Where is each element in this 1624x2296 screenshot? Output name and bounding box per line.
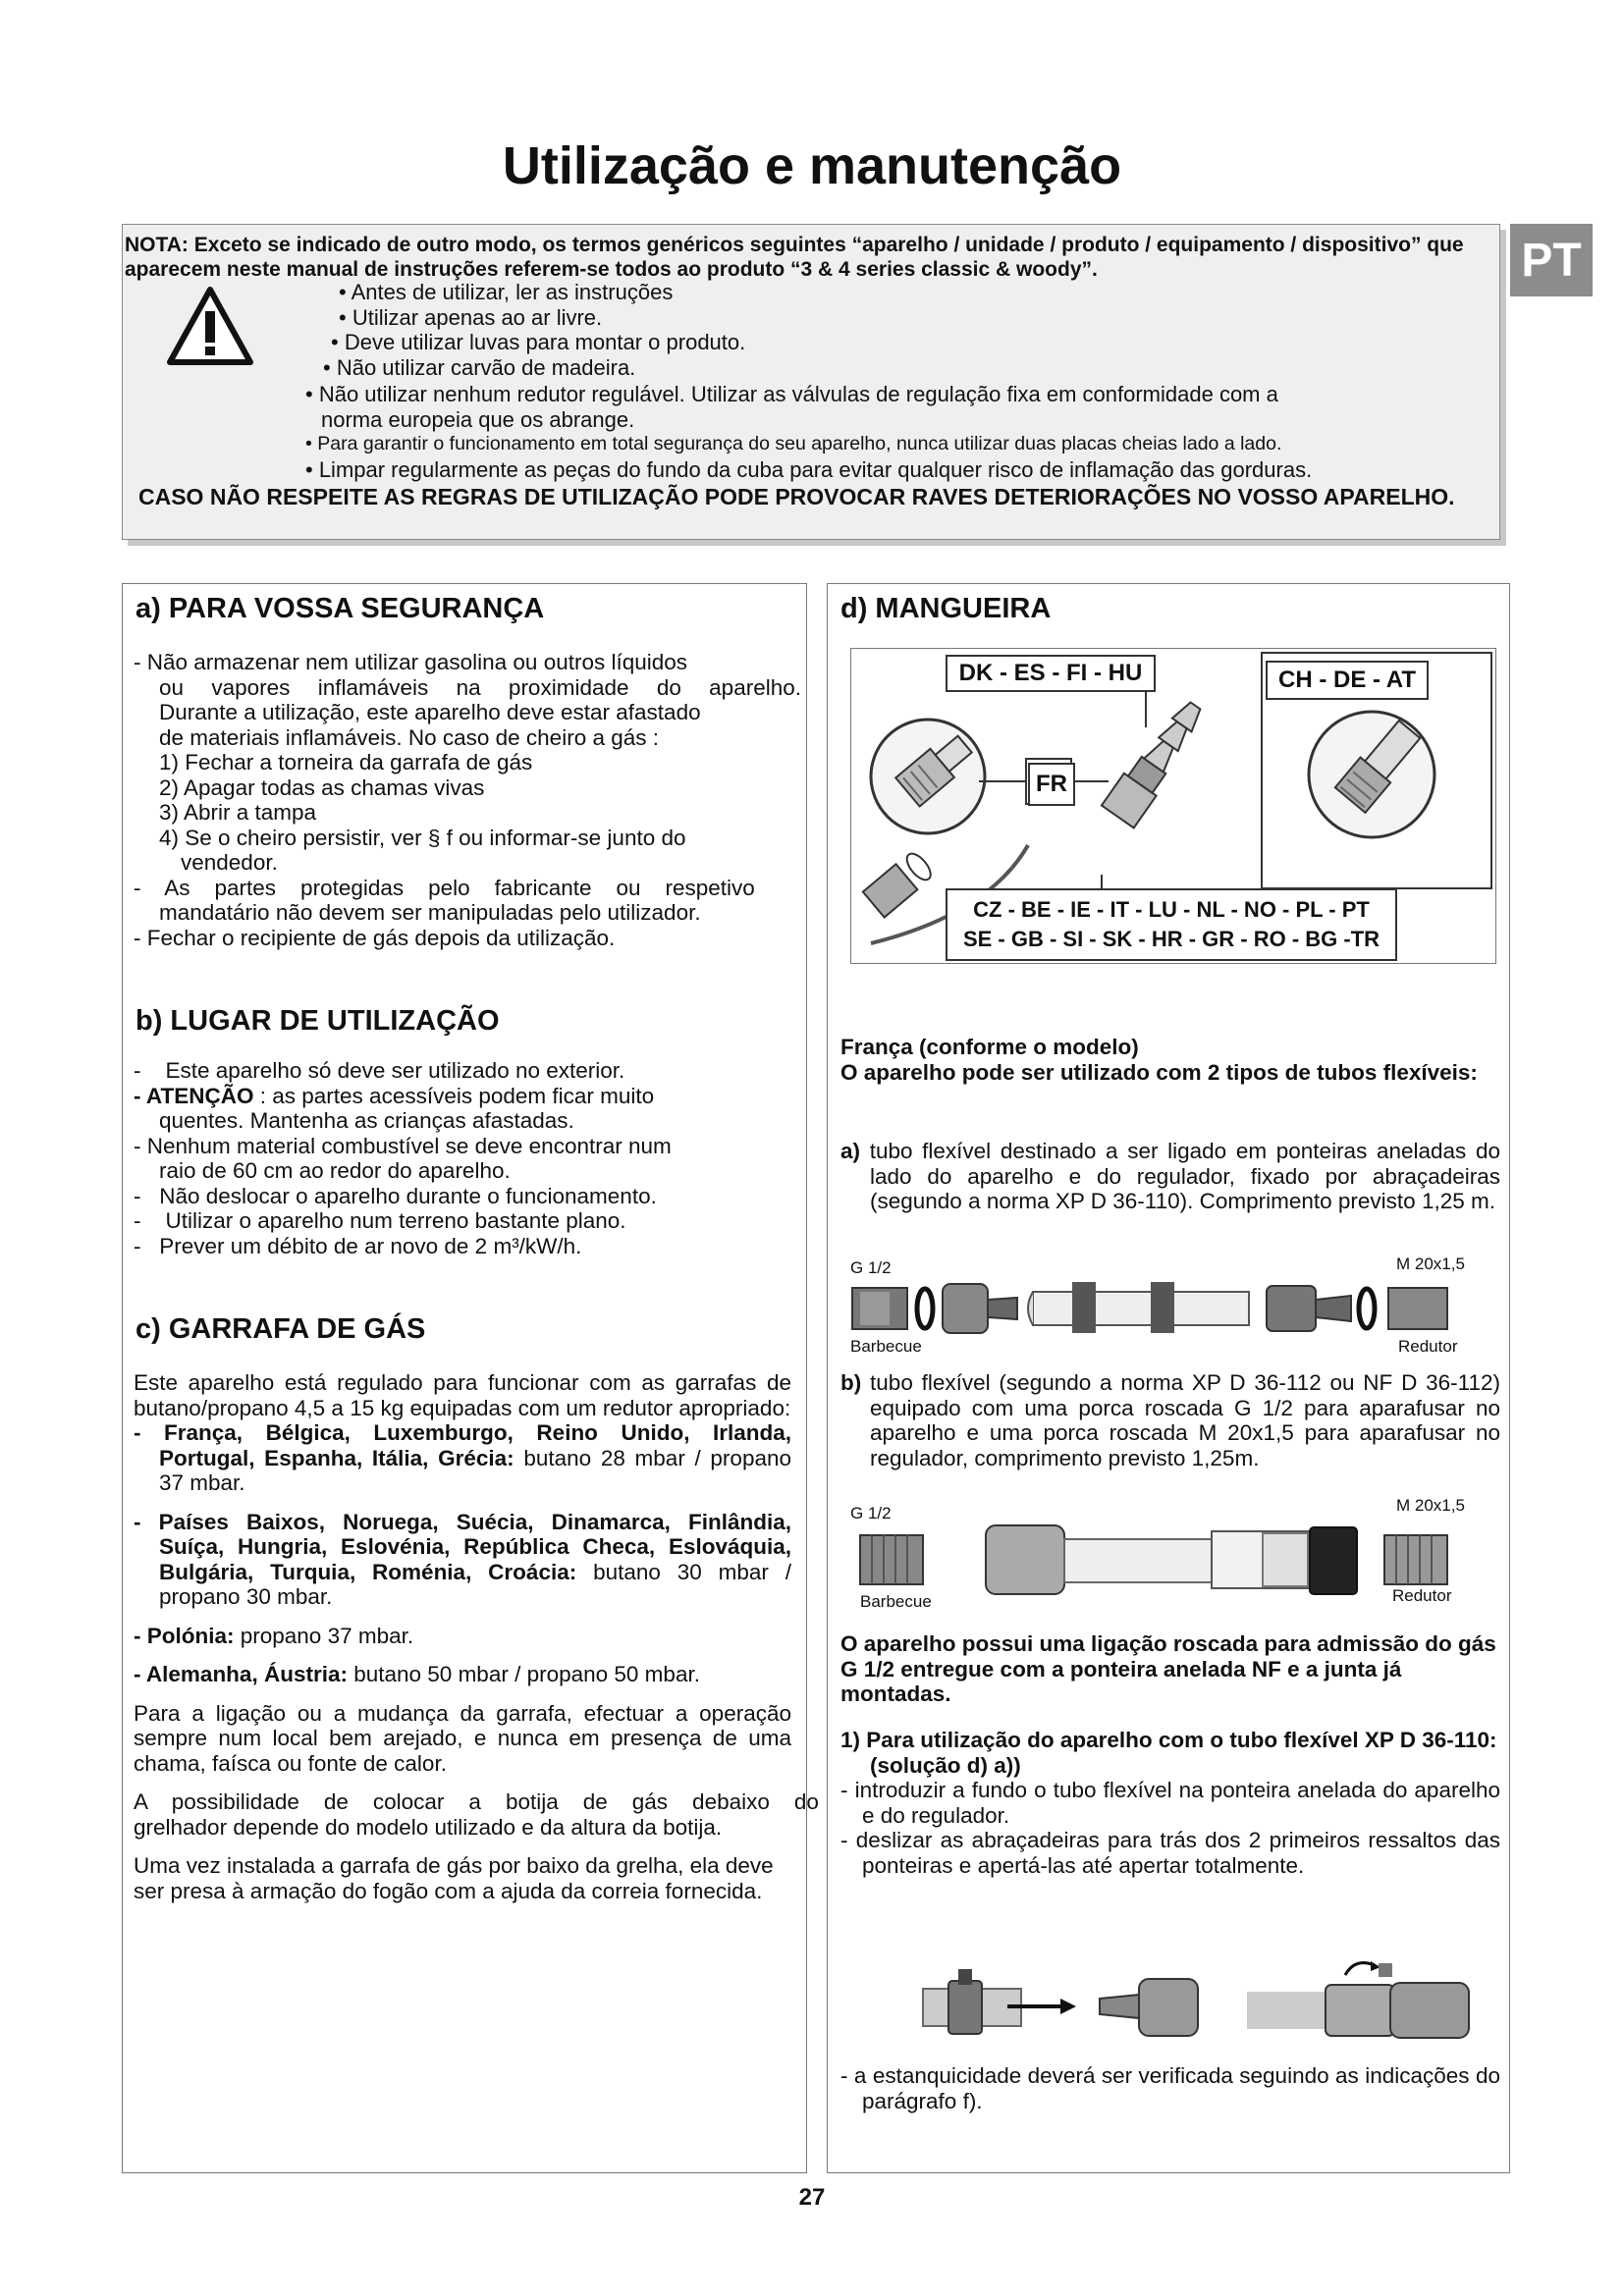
section-c-country-group [134,1624,791,1649]
section-c-heading: c) GARRAFA DE GÁS [135,1313,426,1345]
section-c-country-group [134,1662,791,1687]
notice-bullet: • Para garantir o funcionamento em total segurança do seu aparelho, nunca utilizar duas placas cheias lado a lado. [305,433,1282,454]
hose-b-barbecue-label: Barbecue [860,1592,932,1611]
page-title: Utilização e manutenção [502,136,1122,195]
notice-bullet: • Não utilizar nenhum redutor regulável. Utilizar as válvulas de regulação fixa em conformidade com a [305,382,1278,406]
step1-final: - a estanquicidade deverá ser verificada seguindo as indicações do parágrafo f). [840,2063,1500,2113]
section-c-intro: Este aparelho está regulado para funcionar com as garrafas de butano/propano 4,5 a 15 kg equipadas com um redutor apropriado: [134,1370,791,1420]
label-cz-group [946,888,1397,961]
notice-footer: CASO NÃO RESPEITE AS REGRAS DE UTILIZAÇÃO PODE PROVOCAR RAVES DETERIORAÇÕES NO VOSSO APARELHO. [138,484,1455,509]
section-c-country-group [134,1510,791,1610]
section-a-step: 4) Se o cheiro persistir, ver § f ou informar-se junto do [159,825,686,850]
page-number: 27 [798,2184,826,2211]
section-c-para: Para a ligação ou a mudança da garrafa, efectuar a operação sempre num local bem arejado, e nunca em presença de uma chama, faísca ou fonte de calor. [134,1700,791,1776]
hose-type-a-desc: tubo flexível destinado a ser ligado em ponteiras aneladas do lado do aparelho e do regulador, fixado por abraçadeiras (segundo a norma XP D 36-110). Comprimento previsto 1,25 m. [869,1139,1500,1213]
country-list: - Polónia: [134,1623,235,1648]
notice-bullets-indented [305,382,1484,482]
section-a-line: de materiais inflamáveis. No caso de cheiro a gás : [159,724,659,750]
france-subtitle: O aparelho pode ser utilizado com 2 tipos de tubos flexíveis: [840,1059,1478,1085]
step1-line: - introduzir a fundo o tubo flexível na ponteira anelada do aparelho e do regulador. [840,1778,1500,1828]
section-c-country-group [134,1420,791,1496]
hose-countries-diagram [850,648,1496,964]
notice-bullet: • Limpar regularmente as peças do fundo da cuba para evitar qualquer risco de inflamação das gorduras. [305,456,1313,482]
notice-bullet: • Não utilizar carvão de madeira. [323,354,636,380]
notice-bullet: • Utilizar apenas ao ar livre. [339,304,603,330]
section-a-para: - Fechar o recipiente de gás depois da utilização. [134,925,616,950]
section-a-line: ou vapores inflamáveis na proximidade do aparelho. [159,674,801,700]
notice-box [122,224,1500,540]
hose-a-g12-label: G 1/2 [850,1258,892,1277]
section-a-heading: a) PARA VOSSA SEGURANÇA [135,593,545,624]
section-a-para: - As partes protegidas pelo fabricante ou respetivo [134,875,755,900]
section-b-line: - Utilizar o aparelho num terreno bastante plano. [134,1208,626,1233]
connection-note: O aparelho possui uma ligação roscada para admissão do gás G 1/2 entregue com a ponteira anelada NF e a junta já montadas. [840,1631,1496,1706]
pressure-values: propano 37 mbar. [234,1623,414,1648]
hose-type-a [840,1139,1500,1214]
notice-bullet: • Deve utilizar luvas para montar o produto. [331,330,746,354]
section-b-line: - Este aparelho só deve ser utilizado no exterior. [134,1058,625,1083]
pressure-values: butano 28 mbar / propano 37 mbar. [159,1445,791,1495]
label-cz-line: SE - GB - SI - SK - HR - GR - RO - BG -TR [962,927,1380,951]
notice-bullet: norma europeia que os abrange. [321,406,635,432]
country-list: - Países Baixos, Noruega, Suécia, Dinamarca, Finlândia, Suíça, Hungria, Eslovénia, República Checa, Eslováquia, Bulgária, Turquia, Roménia, Croácia: [134,1509,791,1584]
notice-heading: NOTA: Exceto se indicado de outro modo, os termos genéricos seguintes “aparelho / unidade / produto / equipamento / dispositivo” que aparecem neste manual de instruções referem-se todos ao produto “3 & 4 series classic & woody”. [125,234,1464,281]
hose-a-m20-label: M 20x1,5 [1396,1255,1465,1273]
section-c-para-cont: grelhador depende do modelo utilizado e da altura da botija. [134,1814,723,1840]
hose-type-b-label: b) [840,1370,862,1395]
country-list: - França, Bélgica, Luxemburgo, Reino Unido, Irlanda, Portugal, Espanha, Itália, Grécia: [134,1420,791,1470]
france-heading [840,1035,1498,1085]
notice-bullet: • Antes de utilizar, ler as instruções [339,280,674,304]
section-a-para-cont: mandatário não devem ser manipuladas pelo utilizador. [159,900,701,925]
section-d-heading: d) MANGUEIRA [840,593,1052,624]
section-a-line: Durante a utilização, este aparelho deve estar afastado [159,700,701,724]
section-c-para: Uma vez instalada a garrafa de gás por baixo da grelha, ela deve ser presa à armação do fogão com a ajuda da correia fornecida. [134,1853,774,1903]
label-dk-es-fi-hu: DK - ES - FI - HU [946,655,1156,692]
label-ch-de-at: CH - DE - AT [1266,661,1429,700]
section-b-line: - Nenhum material combustível se deve encontrar num [134,1133,672,1158]
section-a-step-cont: vendedor. [181,850,278,875]
clamp-illustration [913,1961,1502,2050]
section-b-heading: b) LUGAR DE UTILIZAÇÃO [135,1005,500,1037]
notice-bullets-icon [213,280,745,380]
hose-b-m20-label: M 20x1,5 [1396,1496,1465,1515]
country-list: - Alemanha, Áustria: [134,1662,348,1686]
section-b-line: - Não deslocar o aparelho durante o funcionamento. [134,1183,657,1208]
hose-a-redutor-label: Redutor [1398,1337,1458,1356]
pressure-values: butano 50 mbar / propano 50 mbar. [347,1662,700,1686]
hose-type-a-label: a) [840,1139,861,1163]
hose-b-g12-label: G 1/2 [850,1504,892,1522]
france-title: França (conforme o modelo) [840,1035,1139,1059]
section-c-para: A possibilidade de colocar a botija de gás debaixo do [134,1789,819,1814]
pressure-values: butano 30 mbar / propano 30 mbar. [159,1559,791,1609]
hose-type-b-text [840,1370,1500,1470]
step1-title: 1) Para utilização do aparelho com o tubo flexível XP D 36-110: (solução d) a)) [840,1728,1497,1778]
hose-type-a-text [840,1139,1500,1214]
section-b-line: raio de 60 cm ao redor do aparelho. [159,1158,511,1183]
hose-a-illustration [850,1274,1498,1343]
section-a-text [134,650,801,950]
language-tab: PT [1510,224,1593,296]
step1-line: - deslizar as abraçadeiras para trás dos 2 primeiros ressaltos das ponteiras e apertá-las até apertar totalmente. [840,1828,1500,1878]
section-b-text [134,1058,791,1258]
section-b-line: - Prever um débito de ar novo de 2 m³/kW/h. [134,1233,582,1258]
hose-b-redutor-label: Redutor [1392,1586,1452,1605]
hose-type-b-desc: tubo flexível (segundo a norma XP D 36-112 ou NF D 36-112) equipado com uma porca roscada G 1/2 para aparafusar no aparelho e uma porca roscada M 20x1,5 para aparafusar no regulador, comprimento previsto 1,25m. [870,1370,1500,1470]
section-a-step: 1) Fechar a torneira da garrafa de gás [159,750,533,774]
section-a-step: 2) Apagar todas as chamas vivas [159,774,485,800]
section-a-para: - Não armazenar nem utilizar gasolina ou outros líquidos [134,650,688,674]
attention-text: : as partes acessíveis podem ficar muito [253,1083,655,1108]
step1-block [840,1728,1500,1878]
label-fr: FR [1028,763,1075,806]
hose-type-b [840,1370,1500,1470]
label-cz-line: CZ - BE - IE - IT - LU - NL - NO - PL - PT [973,897,1370,922]
section-b-line [134,1084,791,1109]
section-a-step: 3) Abrir a tampa [159,800,317,825]
attention-label: - ATENÇÃO [134,1083,254,1108]
section-c-text [134,1370,819,1903]
section-b-line: quentes. Mantenha as crianças afastadas. [159,1108,574,1133]
hose-a-barbecue-label: Barbecue [850,1337,922,1356]
